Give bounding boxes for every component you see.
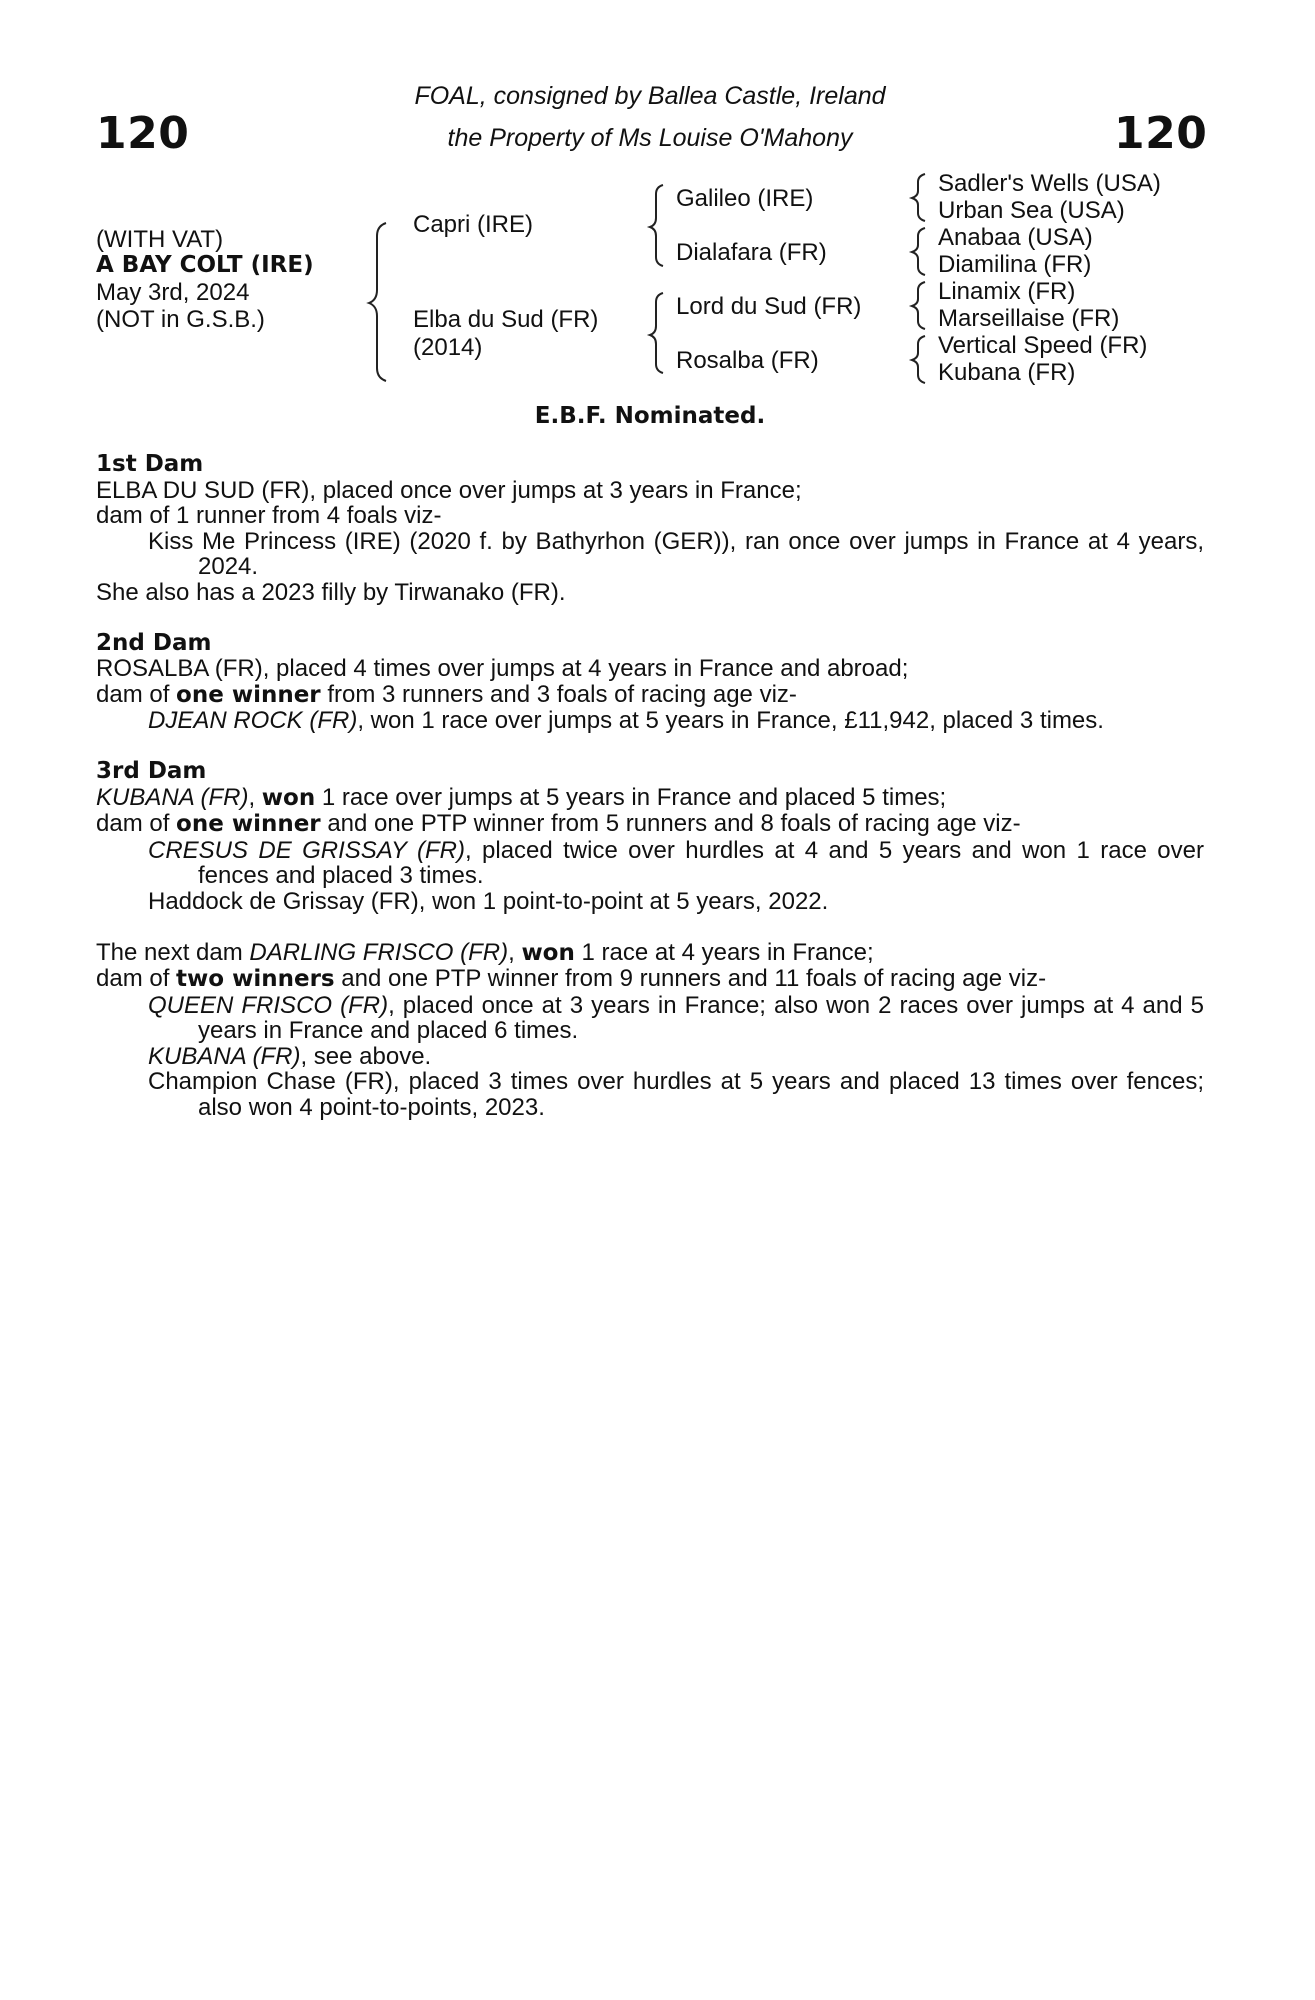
next-dam-produce-entry: Champion Chase (FR), placed 3 times over hurdles at 5 years and placed 13 times over fences; also won 4 point-to-points, 2023. [148,1068,1204,1122]
pedigree-g3-5: Linamix (FR) [938,278,1076,305]
text-segment: dam of [96,965,177,993]
lot-number-right: 120 [1114,108,1208,159]
pedigree-g3-1: Sadler's Wells (USA) [938,170,1161,197]
text-segment: , placed twice over hurdles at 4 and 5 years and won 1 race over fences and placed 3 times. [198,836,1204,890]
third-dam-produce-summary [96,811,1204,838]
second-dam-produce-entry [96,708,1204,734]
text-segment: dam of [96,680,177,708]
winner-count: one winner [176,681,321,708]
winner-name: CRESUS DE GRISSAY (FR) [148,836,465,864]
dam-foaling-year: (2014) [413,334,483,361]
horse-name: A BAY COLT (IRE) [96,252,314,278]
produce-record [96,452,1204,1121]
first-dam-produce-summary: dam of 1 runner from 4 foals viz- [96,502,442,530]
text-segment: 1 race over jumps at 5 years in France and placed 5 times; [315,783,947,811]
dam-dam-name: Rosalba (FR) [676,347,819,374]
text-segment: and one PTP winner from 5 runners and 8 foals of racing age viz- [320,810,1021,838]
gsb-status: (NOT in G.S.B.) [96,306,265,333]
next-dam-produce-entry [96,993,1204,1044]
third-dam-produce-entry: Haddock de Grissay (FR), won 1 point-to-point at 5 years, 2022. [148,887,829,915]
first-dam-note: She also has a 2023 filly by Tirwanako (FR). [96,578,566,606]
foaling-date: May 3rd, 2024 [96,279,250,306]
sire-dam-name: Dialafara (FR) [676,239,827,266]
lot-number-left: 120 [96,108,190,159]
pedigree-g3-4: Diamilina (FR) [938,251,1092,278]
text-segment: and one PTP winner from 9 runners and 11 foals of racing age viz- [334,965,1047,993]
second-dam-line: ROSALBA (FR), placed 4 times over jumps at 4 years in France and abroad; [96,655,909,683]
pedigree-brace-main [369,223,386,381]
winner-name: DJEAN ROCK (FR) [148,707,358,735]
pedigree-brace-dam [650,293,663,373]
first-dam-heading: 1st Dam [96,451,204,477]
text-segment: , [508,938,522,966]
winner-name: KUBANA (FR) [96,783,249,811]
third-dam-heading: 3rd Dam [96,757,207,784]
text-segment: , [248,783,262,811]
pedigree-brace-g2 [912,228,925,275]
pedigree-g3-2: Urban Sea (USA) [938,197,1125,224]
text-segment: from 3 runners and 3 foals of racing age viz- [320,680,797,708]
winner-count: one winner [176,811,321,838]
winner-name: KUBANA (FR) [148,1042,301,1070]
ebf-nomination: E.B.F. Nominated. [534,403,766,429]
text-segment: , see above. [300,1042,432,1070]
pedigree-brace-sire [650,185,663,266]
next-dam-produce-summary [96,966,1204,993]
next-dam-produce-entry [96,1044,1204,1070]
dam-sire-name: Lord du Sud (FR) [676,293,862,320]
pedigree-brace-g3 [912,282,925,329]
dam-name: Elba du Sud (FR) [413,306,599,333]
consignor-line: FOAL, consigned by Ballea Castle, Ireland [414,82,886,110]
text-segment: The next dam [96,938,250,966]
first-dam-line: ELBA DU SUD (FR), placed once over jumps at 3 years in France; [96,476,802,504]
sire-sire-name: Galileo (IRE) [676,185,814,212]
won-emphasis: won [521,939,575,966]
third-dam-produce-entry [96,838,1204,889]
pedigree-brace-g1 [912,174,925,221]
pedigree-g3-8: Kubana (FR) [938,359,1076,386]
pedigree-g3-6: Marseillaise (FR) [938,305,1120,332]
second-dam-produce-summary [96,682,1204,709]
text-segment: 1 race at 4 years in France; [574,938,874,966]
text-segment: , placed once at 3 years in France; also won 2 races over jumps at 4 and 5 years in France and placed 6 times. [198,991,1205,1045]
sire-name: Capri (IRE) [413,211,534,238]
vat-status: (WITH VAT) [96,226,224,253]
won-emphasis: won [261,784,316,811]
winner-count: two winners [176,966,335,993]
first-dam-produce-entry: Kiss Me Princess (IRE) (2020 f. by Bathyrhon (GER)), ran once over jumps in France at 4 years, 2024. [148,527,1204,581]
pedigree-g3-7: Vertical Speed (FR) [938,332,1148,359]
pedigree-g3-3: Anabaa (USA) [938,224,1093,251]
property-line: the Property of Ms Louise O'Mahony [447,124,853,152]
third-dam-line [96,785,1204,812]
text-segment: dam of [96,810,177,838]
second-dam-heading: 2nd Dam [96,629,212,656]
next-dam-line [96,940,1204,967]
winner-name: DARLING FRISCO (FR) [249,938,509,966]
pedigree-brace-g4 [912,336,925,383]
winner-name: QUEEN FRISCO (FR) [148,991,389,1019]
text-segment: , won 1 race over jumps at 5 years in France, £11,942, placed 3 times. [357,707,1104,735]
